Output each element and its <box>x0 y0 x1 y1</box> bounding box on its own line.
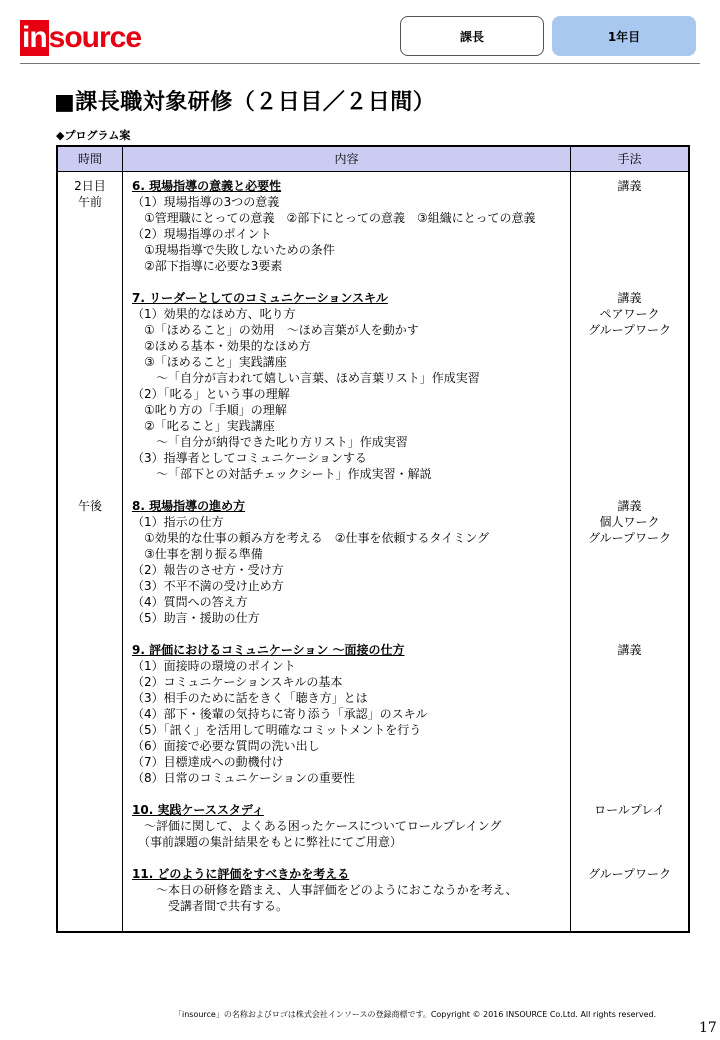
content-line: ～「部下との対話チェックシート」作成実習・解説 <box>132 467 432 481</box>
content-line: （2）報告のさせ方・受け方 <box>132 563 284 577</box>
insource-logo <box>20 20 141 56</box>
method-item: グループワーク <box>587 323 672 337</box>
header-method: 手法 <box>617 152 642 166</box>
section-title: 11. どのように評価をすべきかを考える <box>132 867 350 881</box>
content-line: （3）指導者としてコミュニケーションする <box>132 451 367 465</box>
section-9 <box>132 642 568 786</box>
time-morning: 午前 <box>77 195 102 209</box>
content-line: ②「叱ること」実践講座 <box>132 419 275 433</box>
content-line: （8）日常のコミュニケーションの重要性 <box>132 771 355 785</box>
copyright-footer: 「insource」の名称およびロゴは株式会社インソースの登録商標です。Copyright © 2016 INSOURCE Co.Ltd. All rights reserved. <box>174 1010 657 1019</box>
content-line: （5）「訊く」を活用して明確なコミットメントを行う <box>132 723 422 737</box>
content-line: ～本日の研修を踏まえ、人事評価をどのようにおこなうかを考え、 <box>132 883 518 897</box>
header-divider <box>20 63 700 64</box>
section-8 <box>132 498 568 626</box>
logo-source: source <box>48 21 142 54</box>
method-item: 講義 <box>617 499 642 513</box>
method-section-9 <box>571 642 688 658</box>
content-line: （1）指示の仕方 <box>132 515 224 529</box>
page-title: ■課長職対象研修（２日目／２日間） <box>54 90 436 115</box>
section-title: 8. 現場指導の進め方 <box>132 499 246 513</box>
method-item: 講義 <box>617 179 642 193</box>
method-item: グループワーク <box>587 531 672 545</box>
time-afternoon: 午後 <box>77 499 102 513</box>
header-time: 時間 <box>77 152 102 166</box>
content-line: （4）部下・後輩の気持ちに寄り添う「承認」のスキル <box>132 707 428 721</box>
content-line: （2）コミュニケーションスキルの基本 <box>132 675 343 689</box>
method-section-6 <box>571 178 688 194</box>
section-11 <box>132 866 568 914</box>
content-line: （2）「叱る」という事の理解 <box>132 387 290 401</box>
content-line: ～「自分が言われて嬉しい言葉、ほめ言葉リスト」作成実習 <box>132 371 480 385</box>
content-line: （3）相手のために話をきく「聴き方」とは <box>132 691 368 705</box>
logo-in: in <box>22 21 47 54</box>
method-section-7 <box>571 290 688 338</box>
content-line: （1）現場指導の3つの意義 <box>132 195 280 209</box>
method-item: 講義 <box>617 291 642 305</box>
content-line: （3）不平不満の受け止め方 <box>132 579 284 593</box>
content-line: ①効果的な仕事の頼み方を考える ②仕事を依頼するタイミング <box>132 531 490 545</box>
program-table <box>56 145 690 933</box>
column-divider <box>122 147 123 931</box>
content-line: （1）効果的なほめ方、叱り方 <box>132 307 296 321</box>
section-10 <box>132 802 568 850</box>
content-line: （2）現場指導のポイント <box>132 227 272 241</box>
time-day: 2日目 <box>74 179 106 193</box>
content-line: （1）面接時の環境のポイント <box>132 659 296 673</box>
content-line: （6）面接で必要な質問の洗い出し <box>132 739 320 753</box>
page-number: 17 <box>699 1020 717 1036</box>
year-badge: 1年目 <box>552 16 696 56</box>
content-line: ①現場指導で失敗しないための条件 <box>132 243 335 257</box>
method-item: ペアワーク <box>599 307 660 321</box>
content-line: （4）質問への答え方 <box>132 595 248 609</box>
content-line: ①管理職にとっての意義 ②部下にとっての意義 ③組織にとっての意義 <box>132 211 536 225</box>
content-line: ～「自分が納得できた叱り方リスト」作成実習 <box>132 435 408 449</box>
header-content: 内容 <box>334 152 359 166</box>
section-title: 9. 評価におけるコミュニケーション ～面接の仕方 <box>132 643 405 657</box>
method-item: 個人ワーク <box>599 515 660 529</box>
method-item: ロールプレイ <box>594 803 665 817</box>
role-badge: 課長 <box>400 16 544 56</box>
method-section-10 <box>571 802 688 818</box>
content-line: ～評価に関して、よくある困ったケースについてロールプレイング <box>132 819 502 833</box>
content-line: （7）目標達成への動機付け <box>132 755 284 769</box>
method-section-8 <box>571 498 688 546</box>
section-title: 10. 実践ケーススタディ <box>132 803 264 817</box>
method-section-11 <box>571 866 688 882</box>
content-line: 受講者間で共有する。 <box>132 899 289 913</box>
content-line: （5）助言・援助の仕方 <box>132 611 260 625</box>
content-line: ③「ほめること」実践講座 <box>132 355 287 369</box>
content-line: ②部下指導に必要な3要素 <box>132 259 283 273</box>
section-title: 6. 現場指導の意義と必要性 <box>132 179 282 193</box>
content-line: ③仕事を割り振る準備 <box>132 547 263 561</box>
content-line: ①「ほめること」の効用 ～ほめ言葉が人を動かす <box>132 323 419 337</box>
section-7 <box>132 290 568 482</box>
content-line: ①叱り方の「手順」の理解 <box>132 403 287 417</box>
method-item: グループワーク <box>587 867 672 881</box>
section-title: 7. リーダーとしてのコミュニケーションスキル <box>132 291 388 305</box>
section-6 <box>132 178 568 274</box>
program-subhead: ◆プログラム案 <box>56 129 131 142</box>
content-line: ②ほめる基本・効果的なほめ方 <box>132 339 311 353</box>
method-item: 講義 <box>617 643 642 657</box>
content-line: （事前課題の集計結果をもとに弊社にてご用意） <box>132 835 403 849</box>
